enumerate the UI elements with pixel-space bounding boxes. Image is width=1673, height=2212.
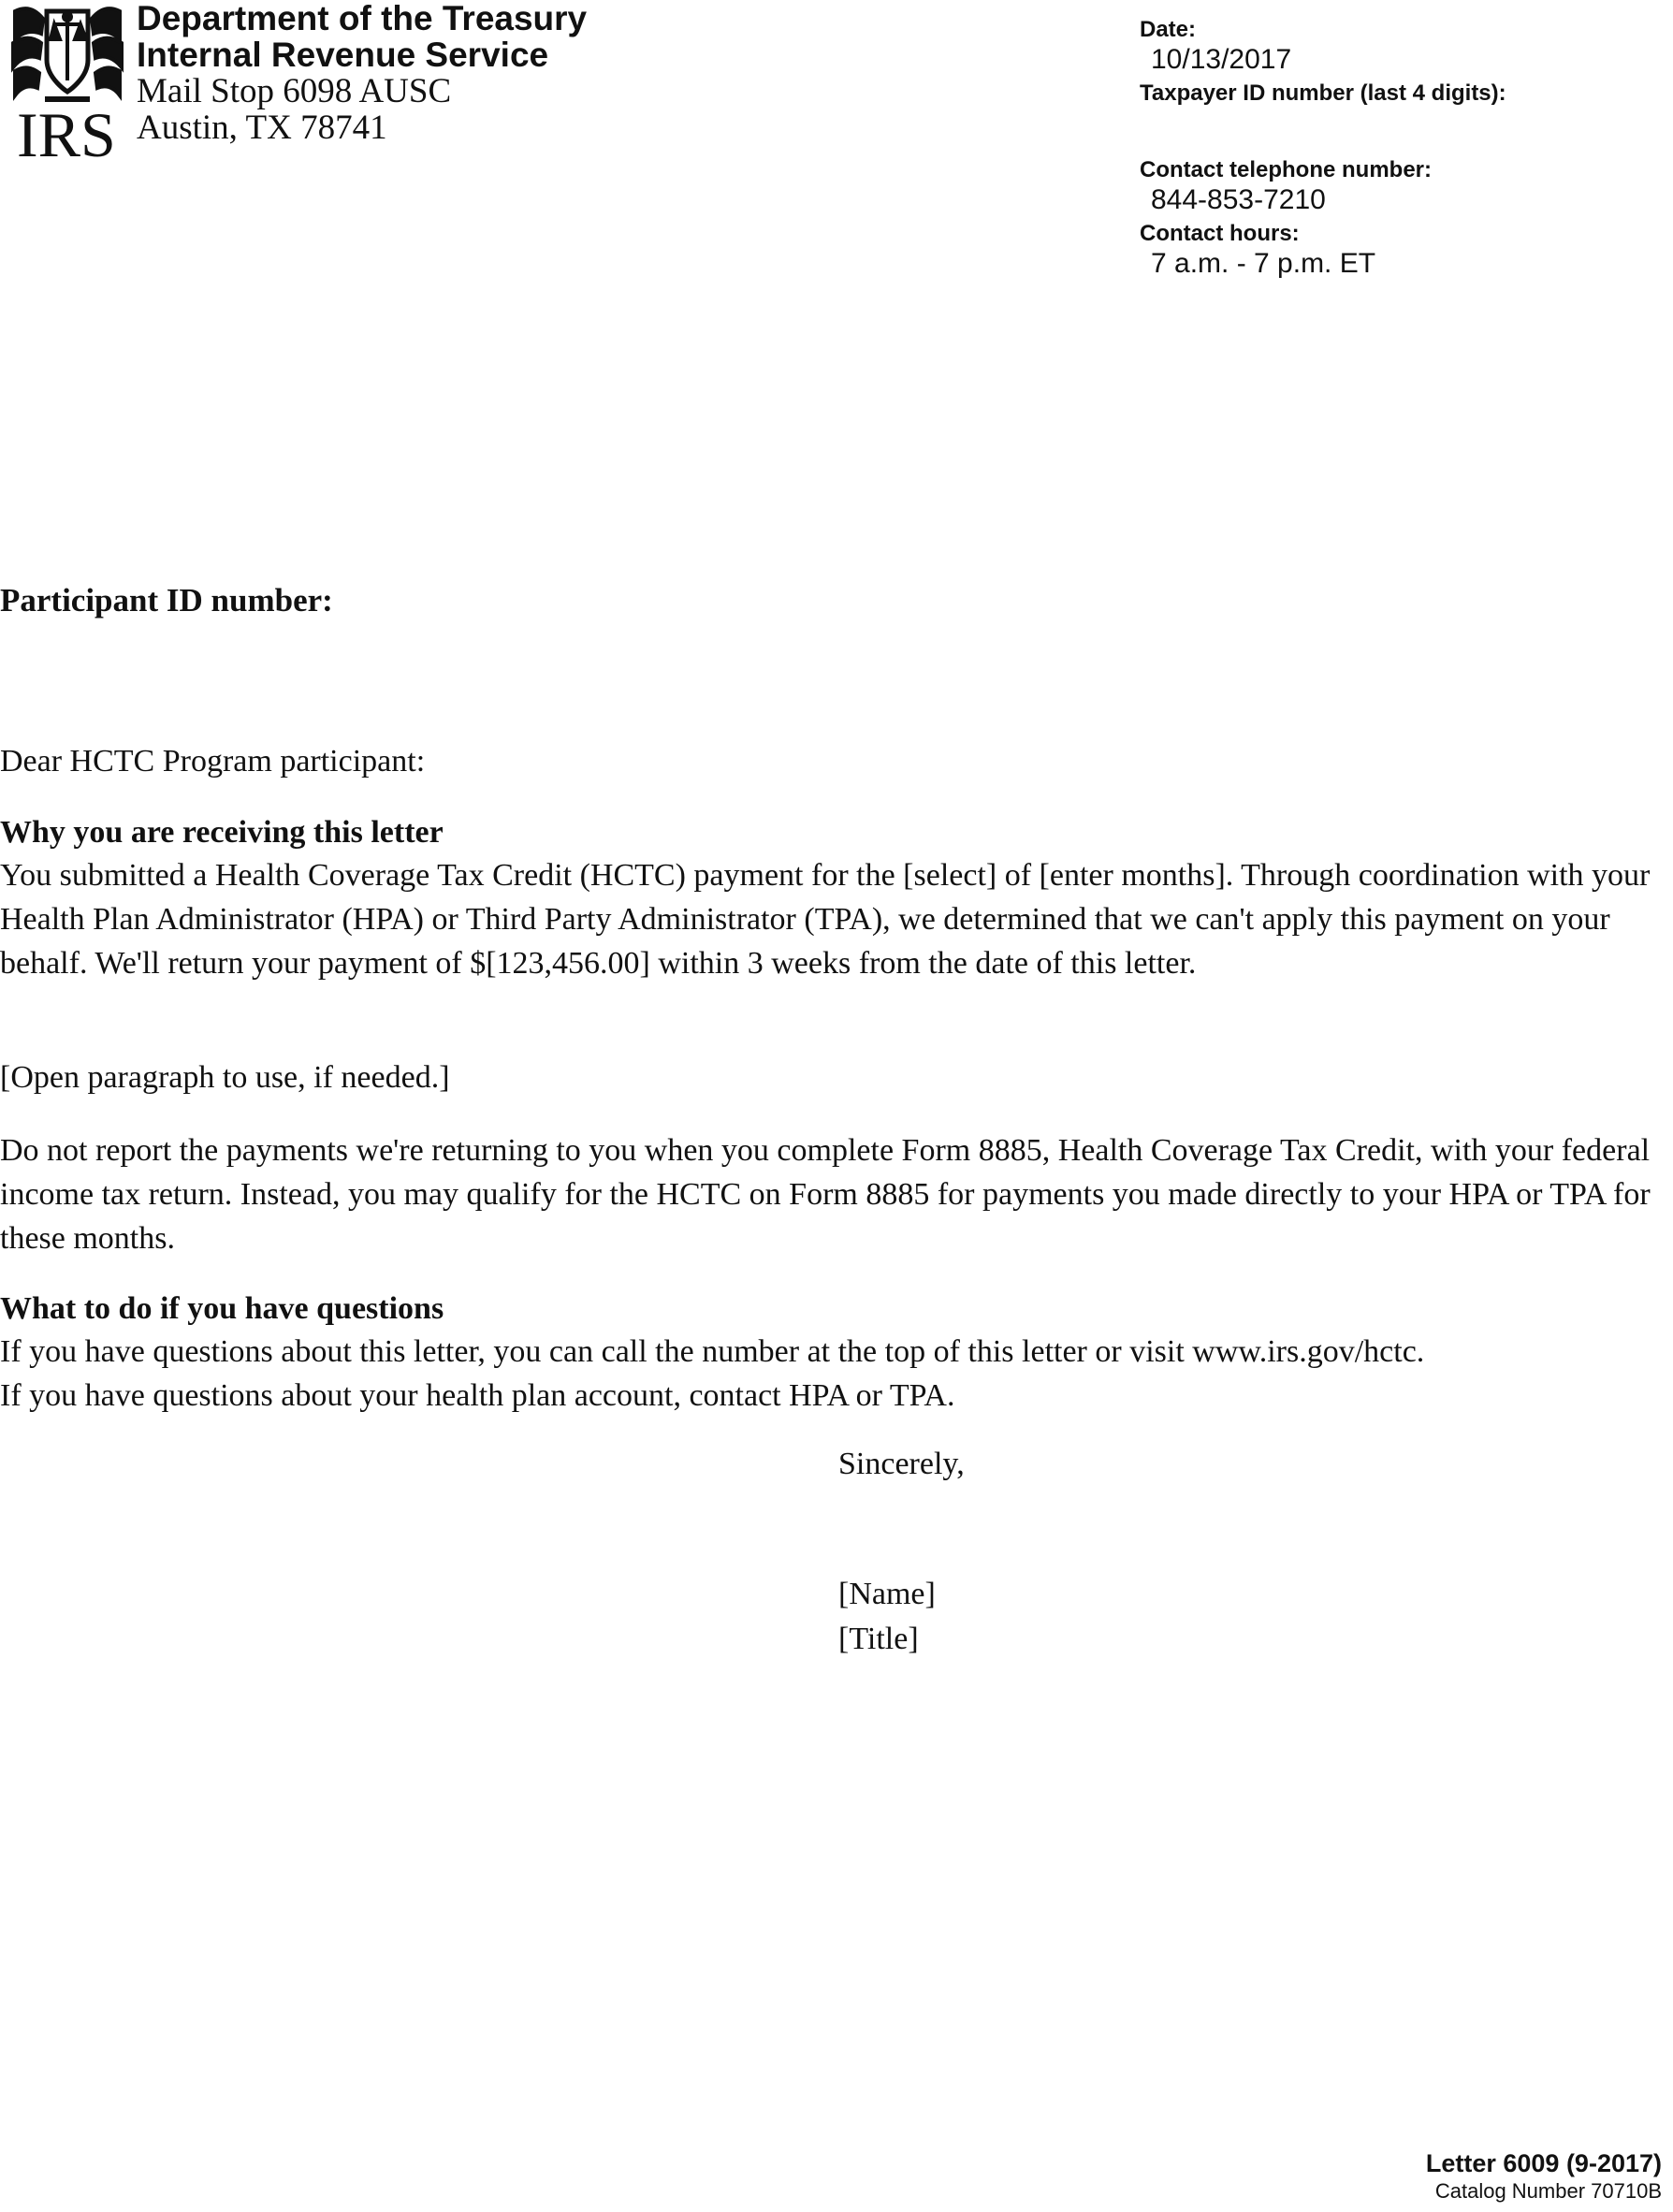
date-value: 10/13/2017 bbox=[1151, 44, 1292, 75]
hours-value: 7 a.m. - 7 p.m. ET bbox=[1151, 248, 1376, 279]
optional-paragraph: [Open paragraph to use, if needed.] bbox=[0, 1060, 450, 1095]
questions-paragraph bbox=[0, 1330, 1671, 1418]
signer-title: [Title] bbox=[838, 1622, 919, 1656]
agency-service: Internal Revenue Service bbox=[137, 36, 549, 74]
catalog-number: Catalog Number 70710B bbox=[1434, 2179, 1662, 2203]
letter-footer bbox=[1426, 2148, 1662, 2205]
letter-number: Letter 6009 (9-2017) bbox=[1425, 2149, 1662, 2177]
taxpayer-id-label: Taxpayer ID number (last 4 digits): bbox=[1140, 80, 1506, 106]
agency-header bbox=[137, 0, 587, 146]
signer-name: [Name] bbox=[838, 1577, 936, 1611]
closing: Sincerely, bbox=[838, 1447, 965, 1481]
questions-line-2: If you have questions about your health plan account, contact HPA or TPA. bbox=[0, 1378, 955, 1413]
city-state-zip: Austin, TX 78741 bbox=[137, 109, 387, 147]
hours-label: Contact hours: bbox=[1140, 221, 1300, 246]
participant-id-label: Participant ID number: bbox=[0, 582, 333, 618]
taxpayer-id-value bbox=[1140, 107, 1664, 152]
questions-heading: What to do if you have questions bbox=[0, 1291, 444, 1326]
irs-logo-text: IRS bbox=[17, 99, 116, 170]
questions-line-1: If you have questions about this letter, you can call the number at the top of this letter or visit www.irs.gov/hctc. bbox=[0, 1334, 1425, 1369]
form-8885-paragraph: Do not report the payments we're returning to you when you complete Form 8885, Health Coverage Tax Credit, with your federal income tax return. Instead, you may qualify for the HCTC on Form 8885 for payments you made directly to your HPA or TPA for these months. bbox=[0, 1133, 1651, 1256]
reason-paragraph: You submitted a Health Coverage Tax Credit (HCTC) payment for the [select] of [enter months]. Through coordination with your Health Plan Administrator (HPA) or Third Party Administrator (TPA), we determined that we can't apply this payment on your behalf. We'll return your payment of $[123,456.00] within 3 weeks from the date of this letter. bbox=[0, 858, 1651, 981]
mail-stop: Mail Stop 6098 AUSC bbox=[137, 72, 452, 110]
letter-info-block bbox=[1140, 17, 1664, 281]
why-heading: Why you are receiving this letter bbox=[0, 815, 444, 850]
irs-logo bbox=[7, 2, 127, 170]
phone-value: 844-853-7210 bbox=[1151, 184, 1326, 215]
date-label: Date: bbox=[1140, 17, 1197, 42]
salutation: Dear HCTC Program participant: bbox=[0, 744, 426, 779]
agency-department: Department of the Treasury bbox=[137, 0, 588, 37]
phone-label: Contact telephone number: bbox=[1140, 157, 1433, 182]
irs-eagle-icon bbox=[7, 2, 127, 105]
